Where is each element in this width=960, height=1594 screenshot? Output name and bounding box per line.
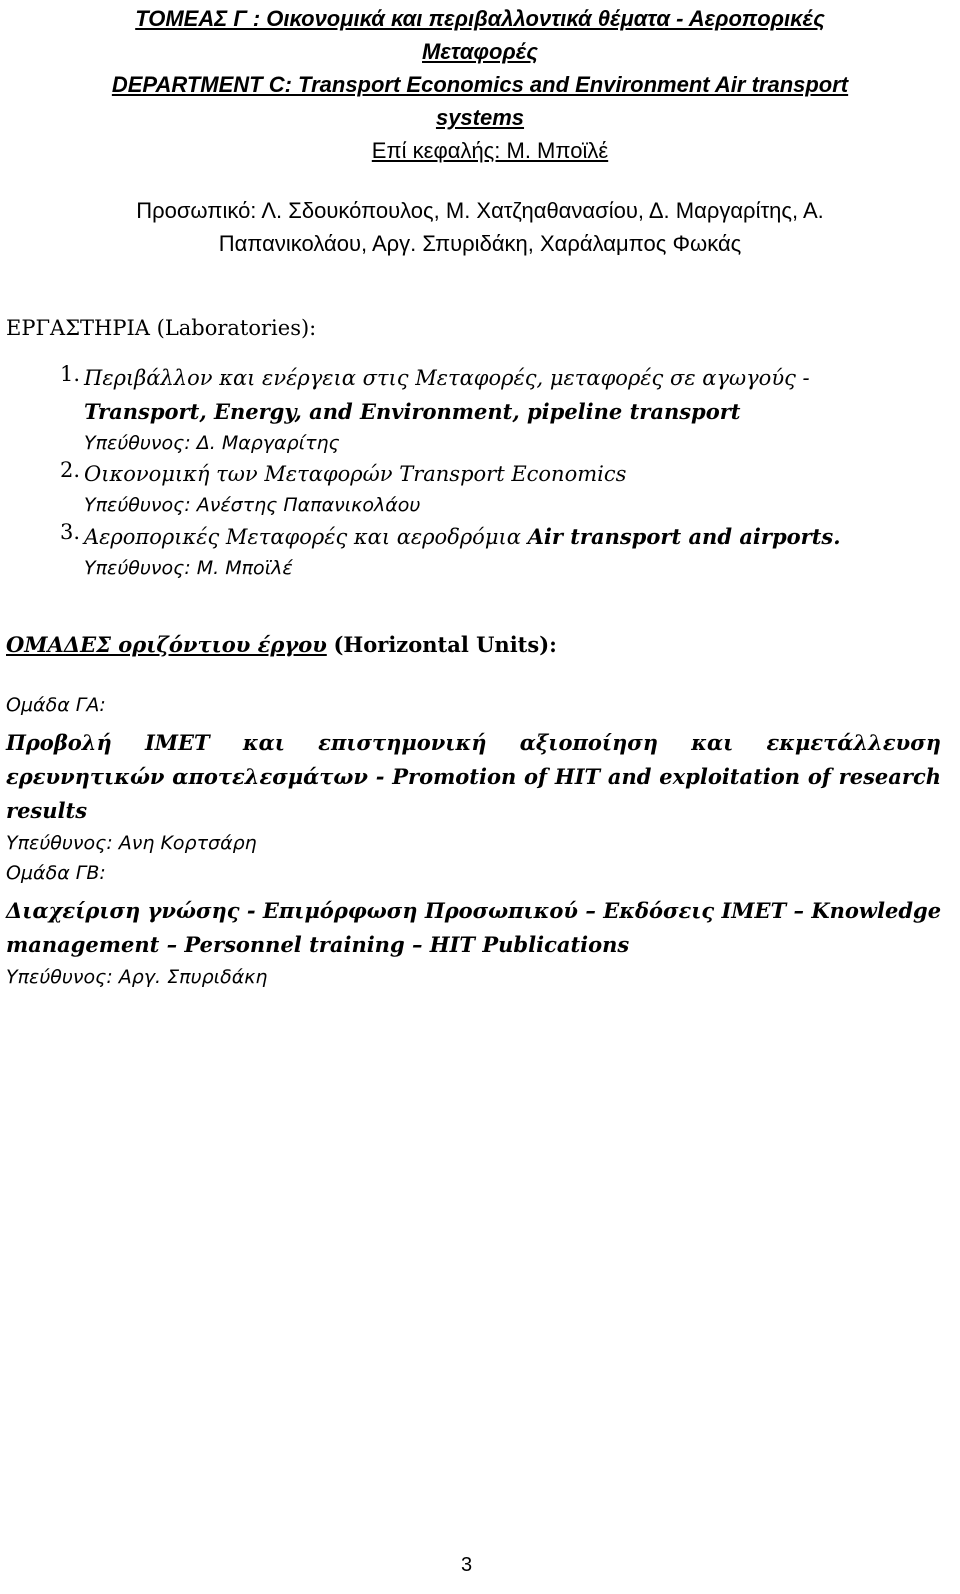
lab-item	[0, 458, 960, 520]
group-title: Διαχείριση γνώσης - Επιμόρφωση Προσωπικού – Εκδόσεις ΙΜΕΤ – Knowledge management – Personnel training – HIT Publications	[6, 898, 942, 957]
page-number: 3	[461, 1554, 473, 1576]
group-ga	[6, 690, 941, 858]
lab-title	[84, 520, 946, 554]
lab-title-english: Transport, Energy, and Environment, pipeline transport	[84, 399, 741, 424]
group-title-training: Personnel training	[184, 932, 405, 957]
laboratories-list	[0, 362, 960, 583]
laboratories-heading: ΕΡΓΑΣΤΗΡΙΑ (Laboratories):	[6, 316, 317, 340]
lab-title	[84, 362, 946, 429]
lab-number: 3.	[60, 520, 81, 544]
lab-title-english: Air transport and airports.	[527, 524, 841, 549]
group-title-english: Knowledge management	[6, 898, 942, 957]
group-title-publications: Εκδόσεις ΙΜΕΤ	[603, 898, 787, 923]
horizontal-units-heading	[6, 632, 557, 657]
department-header	[28, 2, 932, 167]
staff-line-2: Παπανικολάου, Αργ. Σπυριδάκη, Χαράλαμπος Φωκάς	[218, 231, 742, 256]
lab-title-greek: Αεροπορικές Μεταφορές και αεροδρόμια	[84, 525, 521, 549]
group-title-hit-publications: HIT Publications	[429, 932, 630, 957]
lab-responsible: Υπεύθυνος: Ανέστης Παπανικολάου	[84, 494, 421, 516]
header-line-4: systems	[435, 105, 525, 130]
lab-item	[0, 520, 960, 583]
lab-number: 2.	[60, 458, 81, 482]
header-line-3-text: DEPARTMENT C: Transport Economics and Environment Air transport	[111, 72, 849, 97]
lab-responsible: Υπεύθυνος: Δ. Μαργαρίτης	[84, 432, 340, 454]
header-line-1: ΤΟΜΕΑΣ Γ : Οικονομικά και περιβαλλοντικά θέματα - Αεροπορικές	[135, 6, 825, 31]
lab-title-greek: Οικονομική των Μεταφορών	[84, 462, 393, 486]
group-responsible: Υπεύθυνος: Ανη Κορτσάρη	[6, 832, 257, 854]
group-responsible: Υπεύθυνος: Αργ. Σπυριδάκη	[6, 966, 268, 988]
horizontal-units-heading-greek: ΟΜΑΔΕΣ οριζόντιου έργου	[6, 632, 327, 657]
head-of-department: Επί κεφαλής: Μ. Μποϊλέ	[371, 138, 609, 163]
group-label: Ομάδα ΓΒ:	[6, 862, 106, 884]
group-title-greek: Διαχείριση γνώσης - Επιμόρφωση Προσωπικού	[6, 898, 579, 923]
staff-line-1: Προσωπικό: Λ. Σδουκόπουλος, Μ. Χατζηαθανασίου, Δ. Μαργαρίτης, Α.	[136, 198, 824, 223]
group-gb	[6, 858, 941, 992]
lab-number: 1.	[60, 362, 81, 386]
header-line-2: Μεταφορές	[422, 39, 538, 64]
header-line-3	[28, 68, 932, 101]
lab-title	[84, 458, 946, 491]
lab-title-greek: Περιβάλλον και ενέργεια στις Μεταφορές, μεταφορές σε αγωγούς -	[84, 366, 810, 390]
lab-responsible: Υπεύθυνος: Μ. Μποϊλέ	[84, 557, 293, 579]
lab-title-english: Transport Economics	[399, 462, 627, 486]
staff-list	[40, 194, 920, 260]
group-title	[6, 726, 941, 828]
group-title-english: - Promotion of HIT and exploitation of research results	[6, 764, 941, 823]
lab-item	[0, 362, 960, 458]
horizontal-units-heading-english: (Horizontal Units):	[333, 632, 557, 657]
group-label: Ομάδα ΓΑ:	[6, 694, 106, 716]
group-title-greek: Προβολή ΙΜΕΤ και επιστημονική αξιοποίηση και εκμετάλλευση ερευνητικών αποτελεσμάτων	[6, 730, 941, 789]
